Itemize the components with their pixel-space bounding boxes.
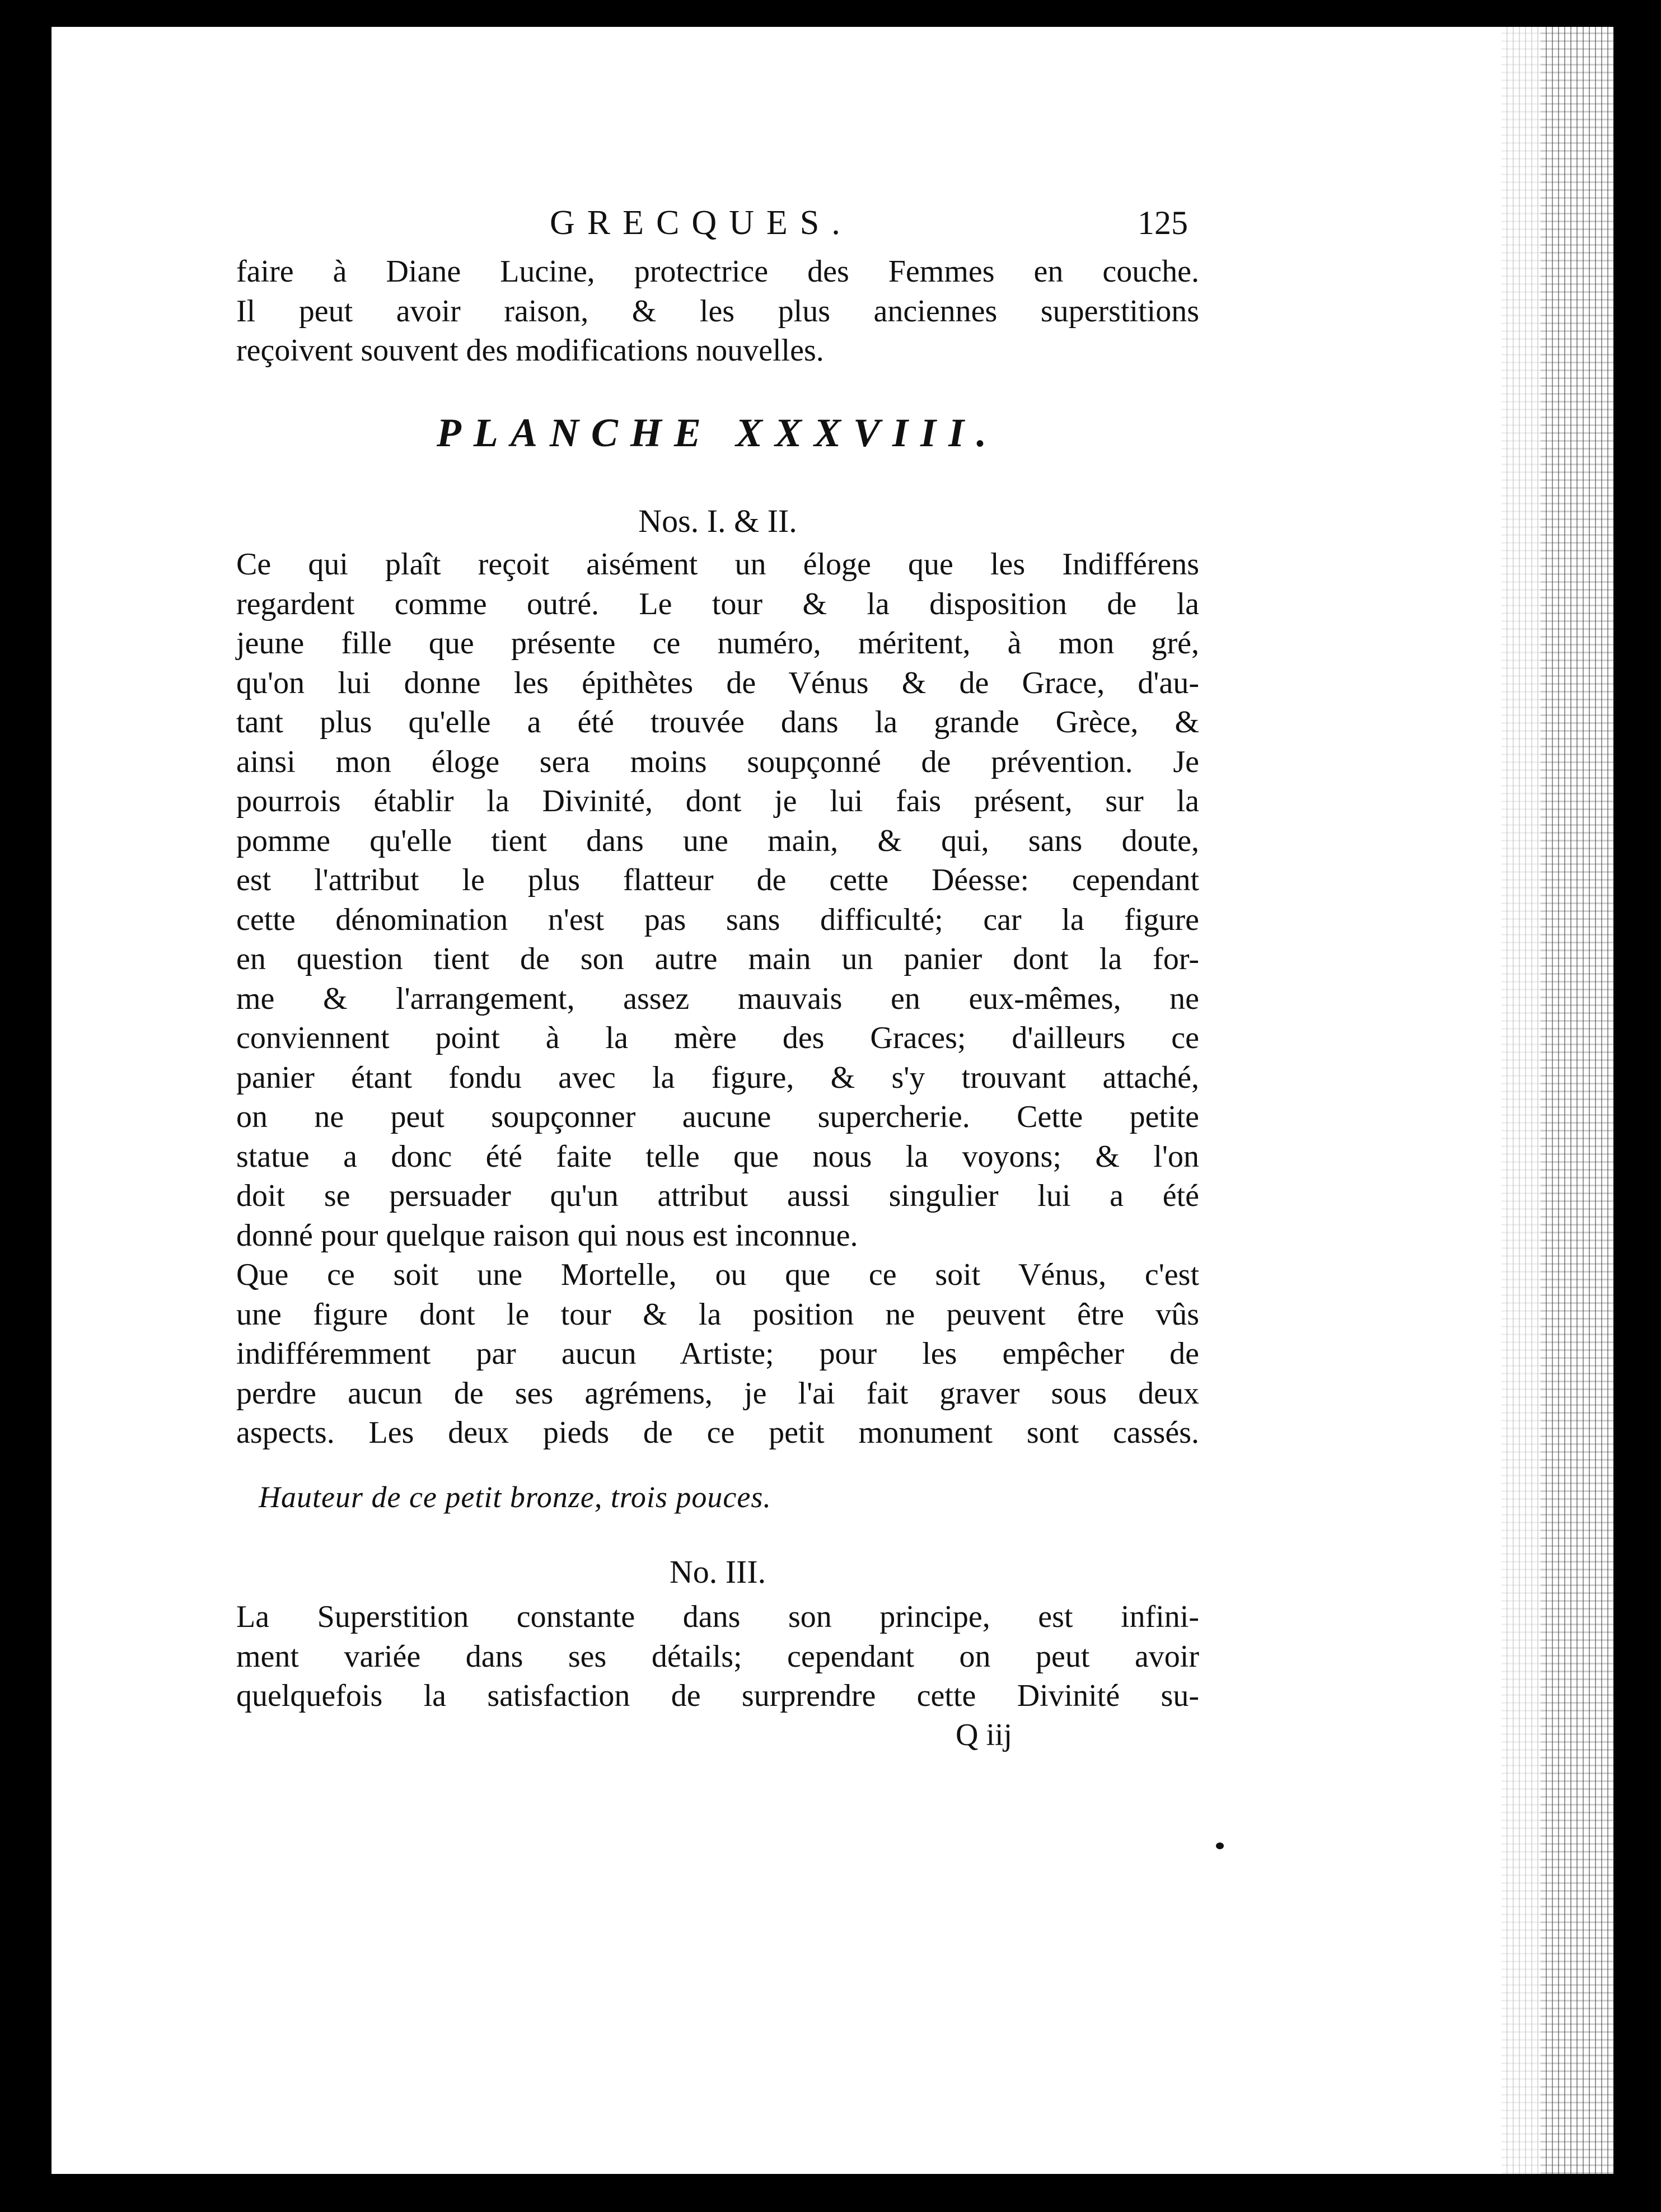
text-line: doit se persuader qu'un attribut aussi singulier lui a été: [236, 1179, 1199, 1213]
scanned-page: [52, 27, 1613, 2174]
text-line: qu'on lui donne les épithètes de Vénus & de Grace, d'au-: [236, 665, 1199, 700]
text-line: ainsi mon éloge sera moins soupçonné de prévention. Je: [236, 744, 1199, 779]
text-line: jeune fille que présente ce numéro, méritent, à mon gré,: [236, 626, 1199, 661]
text-line: pourrois établir la Divinité, dont je lui fais présent, sur la: [236, 784, 1199, 819]
text-line: reçoivent souvent des modifications nouvelles.: [236, 333, 824, 368]
page-edge-shadow: [1541, 27, 1613, 2174]
text-line: on ne peut soupçonner aucune supercherie. Cette petite: [236, 1100, 1199, 1134]
text-line: en question tient de son autre main un panier dont la for-: [236, 942, 1199, 976]
page-edge-shadow-inner: [1501, 27, 1541, 2174]
paragraph-superstition: [236, 1597, 1199, 1716]
paragraph-description: [236, 545, 1199, 1453]
text-line: tant plus qu'elle a été trouvée dans la grande Grèce, &: [236, 705, 1199, 740]
text-line: est l'attribut le plus flatteur de cette Déesse: cependant: [236, 863, 1199, 897]
text-line: Que ce soit une Mortelle, ou que ce soit Vénus, c'est: [236, 1257, 1199, 1292]
text-line: donné pour quelque raison qui nous est inconnue.: [236, 1218, 858, 1253]
text-line: faire à Diane Lucine, protectrice des Femmes en couche.: [236, 254, 1199, 289]
text-line: ment variée dans ses détails; cependant on peut avoir: [236, 1639, 1199, 1674]
running-head: GRECQUES.: [550, 204, 853, 242]
subheading-number-3: No. III.: [669, 1554, 766, 1590]
dimension-caption: Hauteur de ce petit bronze, trois pouces.: [259, 1480, 771, 1514]
text-line: La Superstition constante dans son principe, est infini-: [236, 1600, 1199, 1634]
text-line: statue a donc été faite telle que nous la voyons; & l'on: [236, 1139, 1199, 1174]
text-line: une figure dont le tour & la position ne peuvent être vûs: [236, 1297, 1199, 1332]
plate-title: PLANCHE XXXVIII.: [436, 410, 999, 455]
text-line: Il peut avoir raison, & les plus anciennes superstitions: [236, 293, 1199, 329]
text-line: cette dénomination n'est pas sans difficulté; car la figure: [236, 902, 1199, 937]
text-line: panier étant fondu avec la figure, & s'y trouvant attaché,: [236, 1060, 1199, 1095]
text-line: regardent comme outré. Le tour & la disposition de la: [236, 586, 1199, 621]
text-line: aspects. Les deux pieds de ce petit monument sont cassés.: [236, 1415, 1199, 1450]
text-line: quelquefois la satisfaction de surprendre cette Divinité su-: [236, 1678, 1199, 1713]
text-line: me & l'arrangement, assez mauvais en eux-mêmes, ne: [236, 981, 1199, 1016]
paragraph-continuation: [236, 252, 1199, 371]
signature-mark: Q iij: [956, 1718, 1013, 1752]
text-line: perdre aucun de ses agrémens, je l'ai fait graver sous deux: [236, 1376, 1199, 1411]
text-line: indifféremment par aucun Artiste; pour les empêcher de: [236, 1336, 1199, 1371]
ink-speck: [1216, 1842, 1224, 1849]
page-header: [236, 203, 1199, 245]
text-line: Ce qui plaît reçoit aisément un éloge que les Indifférens: [236, 547, 1199, 582]
text-line: pomme qu'elle tient dans une main, & qui, sans doute,: [236, 823, 1199, 858]
page-number: 125: [1138, 204, 1188, 241]
subheading-numbers-1-2: Nos. I. & II.: [638, 503, 797, 539]
text-line: conviennent point à la mère des Graces; d'ailleurs ce: [236, 1021, 1199, 1055]
